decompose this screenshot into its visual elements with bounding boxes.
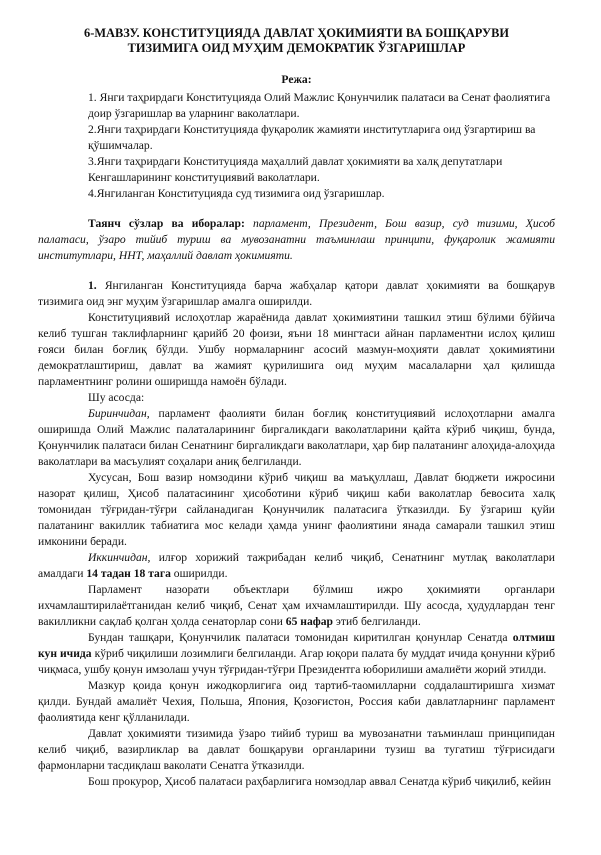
paragraph-7-bold: 65 нафар: [285, 614, 334, 628]
keywords-label: Таянч сўзлар ва иборалар:: [88, 217, 245, 231]
paragraph-11: Бош прокурор, Ҳисоб палатаси раҳбарлигига номзодлар аввал Сенатда кўриб чиқилиб, кейин: [88, 774, 552, 788]
paragraph-7-text-a: Парламент назорати объектлари бўлмиш ижро ҳокимияти органлари ихчамлаштирилаётганидан келиб чиқиб, Сенат ҳам ихчамлаштирилди. Шу асосда, ҳудудлардан тенг вакилликни сақлаб қолган ҳолда сенаторлар сони: [38, 582, 555, 628]
paragraph-9: Мазкур қоида қонун ижодкорлигига оид тартиб-таомилларни соддалаштиришга хизмат қилди. Бундай амалиёт Чехия, Польша, Япония, Қозоғистон, Россия каби давлатларнинг парламент фаолиятида кенг қўлланилади.: [38, 678, 555, 724]
paragraph-1: [38, 278, 555, 310]
plan-item: 2.Янги таҳрирдаги Конституцияда фуқаролик жамияти институтларига оид ўзгартириш ва қўшимчалар.: [88, 123, 536, 153]
paragraph-5: Хусусан, Бош вазир номзодини кўриб чиқиш ва маъқуллаш, Давлат бюджети ижросини назорат қилиш, Ҳисоб палатасининг ҳисоботини кўриб чиқиш каби ваколатлар бевосита халқ томонидан тўғридан-тўғри сайланадиган Қонунчилик палатасига ўтказилди. Бу ўзгариш қуйи палатанинг вакиллик табиатига мос келади ҳамда унинг фаолиятини янада самарали ташкил этиш имконини беради.: [38, 470, 555, 548]
keywords-paragraph: [38, 216, 555, 264]
paragraph-8-text-b: кўриб чиқилиши лозимлиги белгиланди. Агар юқори палата бу муддат ичида қонунни кўриб чиқмаса, ушбу қонун имзолаш учун тўғридан-тўғри Президентга юборилиши амалиёти жорий этилди.: [38, 646, 555, 676]
paragraph-6-text-a: илғор хорижий тажрибадан келиб чиқиб, Сенатнинг мутлақ ваколатлари амалдаги: [38, 550, 555, 580]
paragraph-4: [38, 406, 555, 470]
paragraph-8-bold: олтмиш кун ичида: [38, 630, 555, 660]
paragraph-6-bold: 14 тадан 18 тага: [86, 566, 171, 580]
paragraph-6-lead: Иккинчидан,: [88, 550, 151, 564]
paragraph-7: [38, 582, 555, 630]
section-number: 1.: [88, 279, 97, 293]
plan-item: 4.Янгиланган Конституцияда суд тизимига оид ўзгаришлар.: [88, 187, 385, 201]
plan-list: [88, 90, 555, 202]
paragraph-7-text-b: этиб белгиланди.: [333, 614, 421, 628]
document-title: [38, 26, 555, 56]
paragraph-8: [38, 630, 555, 678]
plan-item: 1. Янги таҳрирдаги Конституцияда Олий Мажлис Қонунчилик палатаси ва Сенат фаолиятига доир ўзгаришлар ва уларнинг ваколатлари.: [88, 91, 551, 121]
paragraph-1-text: Янгиланган Конституцияда барча жабҳалар қатори давлат ҳокимияти ва бошқарув тизимига оид энг муҳим ўзгаришлар амалга оширилди.: [38, 279, 555, 309]
keywords-text: парламент, Президент, Бош вазир, суд тизими, Ҳисоб палатаси, ўзаро тийиб туриш ва мувозанатни таъминлаш принципи, фуқаролик жамияти институтлари, ННТ, маҳаллий давлат ҳокимияти.: [38, 217, 555, 263]
paragraph-3: Шу асосда:: [88, 390, 145, 404]
paragraph-4-text: парламент фаолияти билан боғлиқ конституциявий ислоҳотларни амалга оширишда Олий Мажлис палаталарининг биргаликдаги ваколатларини қайта кўриб чиқиш, бунда, Қонунчилик палатаси билан Сенатнинг биргаликдаги ваколатлари, ҳар бир палатанинг алоҳида-алоҳида ваколатлари ва масъулият соҳалари аниқ белгиланди.: [38, 406, 555, 468]
paragraph-10: Давлат ҳокимияти тизимида ўзаро тийиб туриш ва мувозанатни таъминлаш принципидан келиб чиқиб, вазирликлар ва давлат бошқаруви органларини тузиш ва тугатиш тўғрисидаги фармонларни тасдиқлаш ваколати Сенатга ўтказилди.: [38, 726, 555, 772]
paragraph-2: Конституциявий ислоҳотлар жараёнида давлат ҳокимиятини ташкил этиш бўлими бўйича келиб тушган таклифларнинг қарийб 20 фоизи, яъни 18 мингтаси айнан парламентни ислоҳ қилиш ғояси билан боғлиқ бўлди. Ушбу нормаларнинг асосий мазмун-моҳияти давлат ҳокимиятини демократлаштириш, давлат ва жамият қурилишига оид муҳим масалаларни ҳал қилишда парламентнинг ролини оширишда намоён бўлади.: [38, 311, 555, 388]
plan-item: 3.Янги таҳрирдаги Конституцияда маҳаллий давлат ҳокимияти ва халқ депутатлари Кенгашларининг конституциявий ваколатлари.: [88, 155, 503, 185]
paragraph-4-lead: Биринчидан,: [88, 406, 150, 420]
paragraph-6-text-b: оширилди.: [170, 566, 228, 580]
plan-heading: Режа:: [281, 73, 312, 87]
paragraph-6: [38, 550, 555, 582]
title-line-2: ТИЗИМИГА ОИД МУҲИМ ДЕМОКРАТИК ЎЗГАРИШЛАР: [127, 41, 466, 56]
paragraph-8-text-a: Бундан ташқари, Қонунчилик палатаси томонидан киритилган қонунлар Сенатда: [88, 630, 513, 644]
title-line-1: 6-МАВЗУ. КОНСТИТУЦИЯДА ДАВЛАТ ҲОКИМИЯТИ ВА БОШҚАРУВИ: [84, 26, 509, 40]
